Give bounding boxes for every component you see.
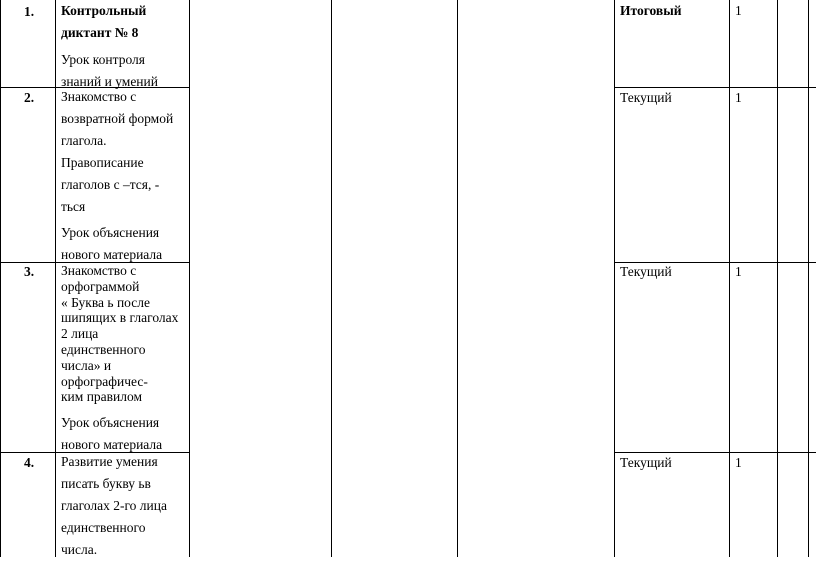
table-border xyxy=(808,0,809,557)
table-border xyxy=(729,0,730,557)
control-type: Текущий xyxy=(620,455,672,470)
row-divider xyxy=(614,452,816,453)
row-divider xyxy=(614,262,816,263)
table-border xyxy=(614,0,615,557)
row-number: 4. xyxy=(24,455,35,470)
hours-count: 1 xyxy=(735,90,742,105)
table-border xyxy=(0,0,1,557)
row-number: 1. xyxy=(24,4,35,19)
row-divider xyxy=(614,87,816,88)
lesson-type: Урок контроля знаний и умений xyxy=(61,52,158,89)
lesson-type: Урок объяснения нового материала xyxy=(61,225,163,262)
table-border xyxy=(331,0,332,557)
hours-count: 1 xyxy=(735,3,742,18)
hours-count: 1 xyxy=(735,455,742,470)
row-number: 3. xyxy=(24,264,35,279)
lesson-type: Урок объяснения нового материала xyxy=(61,415,163,452)
lesson-title: Развитие умения писать букву ьв глаголах 2-го лица единственного числа. xyxy=(61,454,167,557)
hours-count: 1 xyxy=(735,264,742,279)
lesson-title: Контрольный диктант № 8 xyxy=(61,3,147,40)
control-type: Итоговый xyxy=(620,3,682,18)
control-type: Текущий xyxy=(620,90,672,105)
table-border xyxy=(777,0,778,557)
lesson-title: Знакомство с возвратной формой глагола. xyxy=(61,89,174,148)
table-border xyxy=(189,0,190,557)
control-type: Текущий xyxy=(620,264,672,279)
row-number: 2. xyxy=(24,90,35,105)
table-border xyxy=(457,0,458,557)
lesson-topic: Правописание глаголов с –тся, - ться xyxy=(61,155,160,214)
table-border xyxy=(55,0,56,557)
lesson-title: Знакомство с орфограммой « Буква ь после шипящих в глаголах 2 лица единственного числа» и орфографичес- ким правилом xyxy=(61,263,179,405)
